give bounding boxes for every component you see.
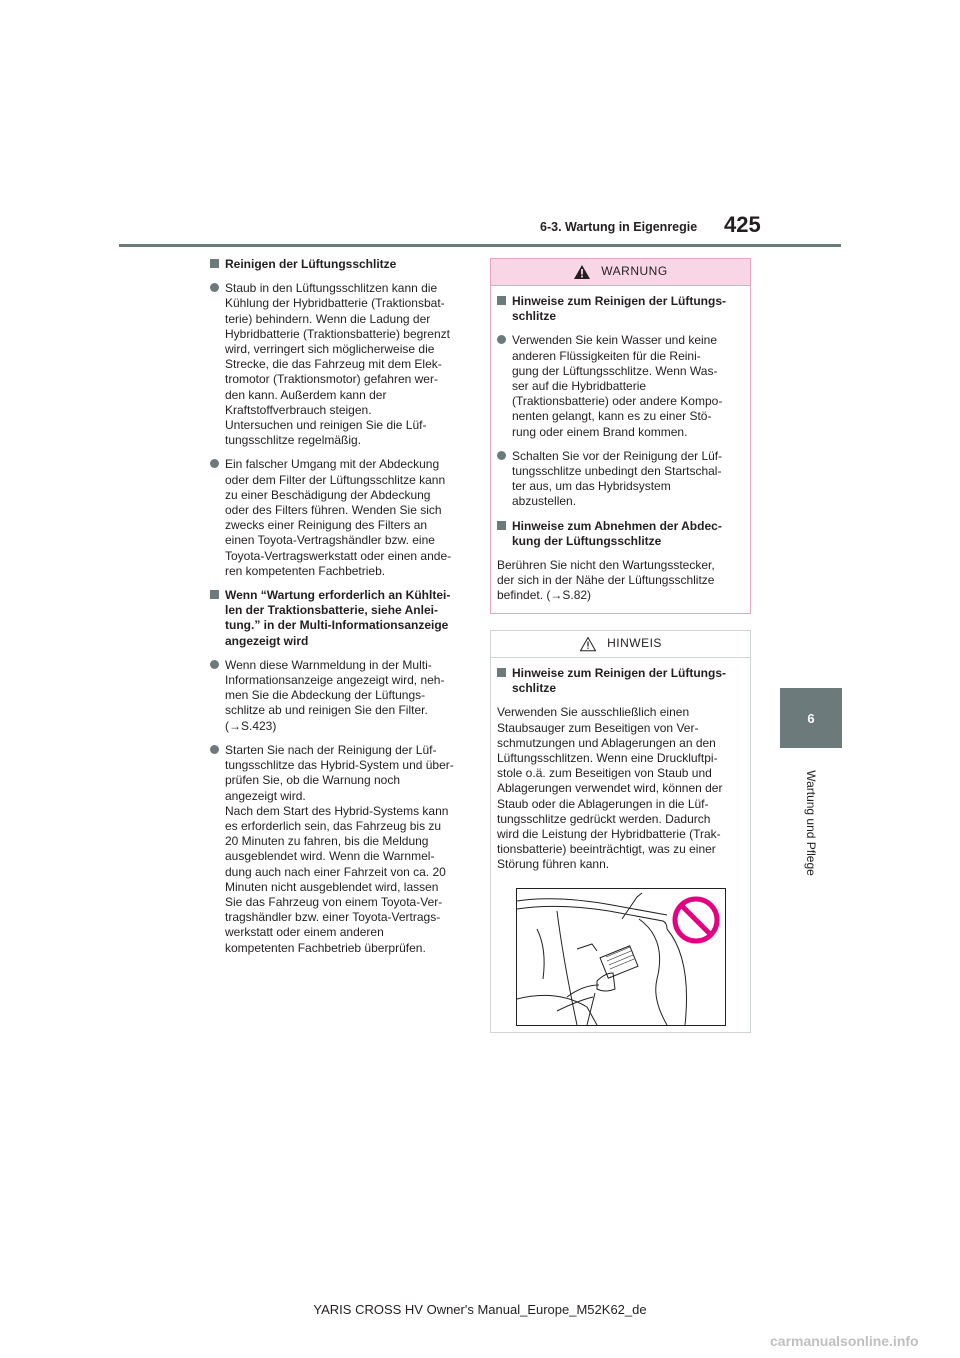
circle-bullet-icon xyxy=(210,745,219,754)
warning-box xyxy=(490,258,751,614)
chapter-tab xyxy=(780,688,842,748)
square-bullet-icon xyxy=(210,590,219,599)
warning-bullet: Verwenden Sie kein Wasser und keine anderen Flüssigkeiten für die Reini- gung der Lüftungsschlitze. Wenn Was- ser auf die Hybridbatterie (Traktionsbatterie) oder andere Kompo- nenten gelangt, kann es zu einer Stö- rung oder einem Brand kommen. xyxy=(497,333,744,439)
square-bullet-icon xyxy=(210,259,219,268)
warning-paragraph: Berühren Sie nicht den Wartungsstecker, der sich in der Nähe der Lüftungsschlitze befindet. (→S.82) xyxy=(497,558,715,603)
square-bullet-icon xyxy=(497,296,506,305)
circle-bullet-icon xyxy=(210,660,219,669)
square-bullet-icon xyxy=(497,668,506,677)
circle-bullet-icon xyxy=(210,283,219,292)
circle-bullet-icon xyxy=(497,335,506,344)
header-rule xyxy=(119,244,841,247)
section-heading: Wenn “Wartung erforderlich an Kühltei- len der Traktionsbatterie, siehe Anlei- tung.” in der Multi-Informationsanzeige angezeigt wird xyxy=(210,588,466,649)
warning-title: WARNUNG xyxy=(601,264,668,279)
bullet-item: Staub in den Lüftungsschlitzen kann die Kühlung der Hybridbatterie (Traktionsbat- terie) behindern. Wenn die Ladung der Hybridbatterie (Traktionsbatterie) begrenzt wird, verringert sich möglicherweise die Strecke, die das Fahrzeug mit dem Elek- tromotor (Traktionsmotor) gefahren wer- den kann. Außerdem kann der Kraftstoffverbrauch steigen. Untersuchen und reinigen Sie die Lüf- tungsschlitze regelmäßig. xyxy=(210,281,466,448)
caution-triangle-outline-icon xyxy=(579,636,597,652)
square-bullet-icon xyxy=(497,521,506,530)
bullet-item: Starten Sie nach der Reinigung der Lüf- tungsschlitze das Hybrid-System und über- prüfen Sie, ob die Warnung noch angezeigt wird. Nach dem Start des Hybrid-Systems kann es erforderlich sein, das Fahrzeug bis zu 20 Minuten zu fahren, bis die Meldung ausgeblendet wird. Wenn die Warnmel- dung auch nach einer Fahrzeit von ca. 20 Minuten nicht ausgeblendet wird, lassen Sie das Fahrzeug von einem Toyota-Ver- tragshändler bzw. einer Toyota-Vertrags- werkstatt oder einem anderen kompetenten Fachbetrieb überprüfen. xyxy=(210,743,466,956)
left-column xyxy=(210,257,466,965)
warning-triangle-icon xyxy=(573,264,591,280)
bullet-item: Ein falscher Umgang mit der Abdeckung oder dem Filter der Lüftungsschlitze kann zu einer Beschädigung der Abdeckung oder des Filters führen. Wenden Sie sich zwecks einer Reinigung des Filters an einen Toyota-Vertragshändler bzw. eine Toyota-Vertragswerkstatt oder einen ande- ren kompetenten Fachbetrieb. xyxy=(210,457,466,579)
prohibition-sign-icon xyxy=(671,895,721,945)
bullet-item: Wenn diese Warnmeldung in der Multi- Informationsanzeige angezeigt wird, neh- men Sie die Abdeckung der Lüftungs- schlitze ab und reinigen Sie den Filter. (→S.423) xyxy=(210,658,466,734)
hint-paragraph: Verwenden Sie ausschließlich einen Staubsauger zum Beseitigen von Ver- schmutzungen und Ablagerungen an den Lüftungsschlitzen. Wenn eine Druckluftpi- stole o.ä. zum Beseitigen von Staub und Ablagerungen verwendet wird, können der Staub oder die Ablagerungen in die Lüf- tungsschlitze gedrückt werden. Dadurch wird die Leistung der Hybridbatterie (Trak- tionsbatterie) beeinträchtigt, was zu einer Störung führen kann. xyxy=(497,705,723,872)
section-heading: Reinigen der Lüftungsschlitze xyxy=(210,257,466,272)
chapter-number: 6 xyxy=(807,710,815,726)
footer: YARIS CROSS HV Owner's Manual_Europe_M52K62_de xyxy=(313,1302,647,1317)
warning-bullet: Schalten Sie vor der Reinigung der Lüf- tungsschlitze unbedingt den Startschal- ter aus, um das Hybridsystem abzustellen. xyxy=(497,449,744,510)
watermark: carmanualsonline.info xyxy=(770,1333,919,1349)
hint-title: HINWEIS xyxy=(607,636,662,651)
warning-body xyxy=(491,286,750,604)
circle-bullet-icon xyxy=(210,459,219,468)
warning-heading: Hinweise zum Abnehmen der Abdec- kung der Lüftungsschlitze xyxy=(497,519,744,549)
circle-bullet-icon xyxy=(497,451,506,460)
hint-header xyxy=(491,631,750,658)
warning-heading: Hinweise zum Reinigen der Lüftungs- schlitze xyxy=(497,294,744,324)
hint-heading: Hinweise zum Reinigen der Lüftungs- schlitze xyxy=(497,666,744,696)
chapter-label xyxy=(780,758,842,888)
chapter-label-text: Wartung und Pflege xyxy=(804,770,818,876)
hint-body xyxy=(491,658,750,873)
warning-header xyxy=(491,259,750,286)
page-number: 425 xyxy=(724,212,761,237)
section-title: 6-3. Wartung in Eigenregie xyxy=(540,220,698,234)
vent-cleaning-illustration xyxy=(516,888,726,1026)
